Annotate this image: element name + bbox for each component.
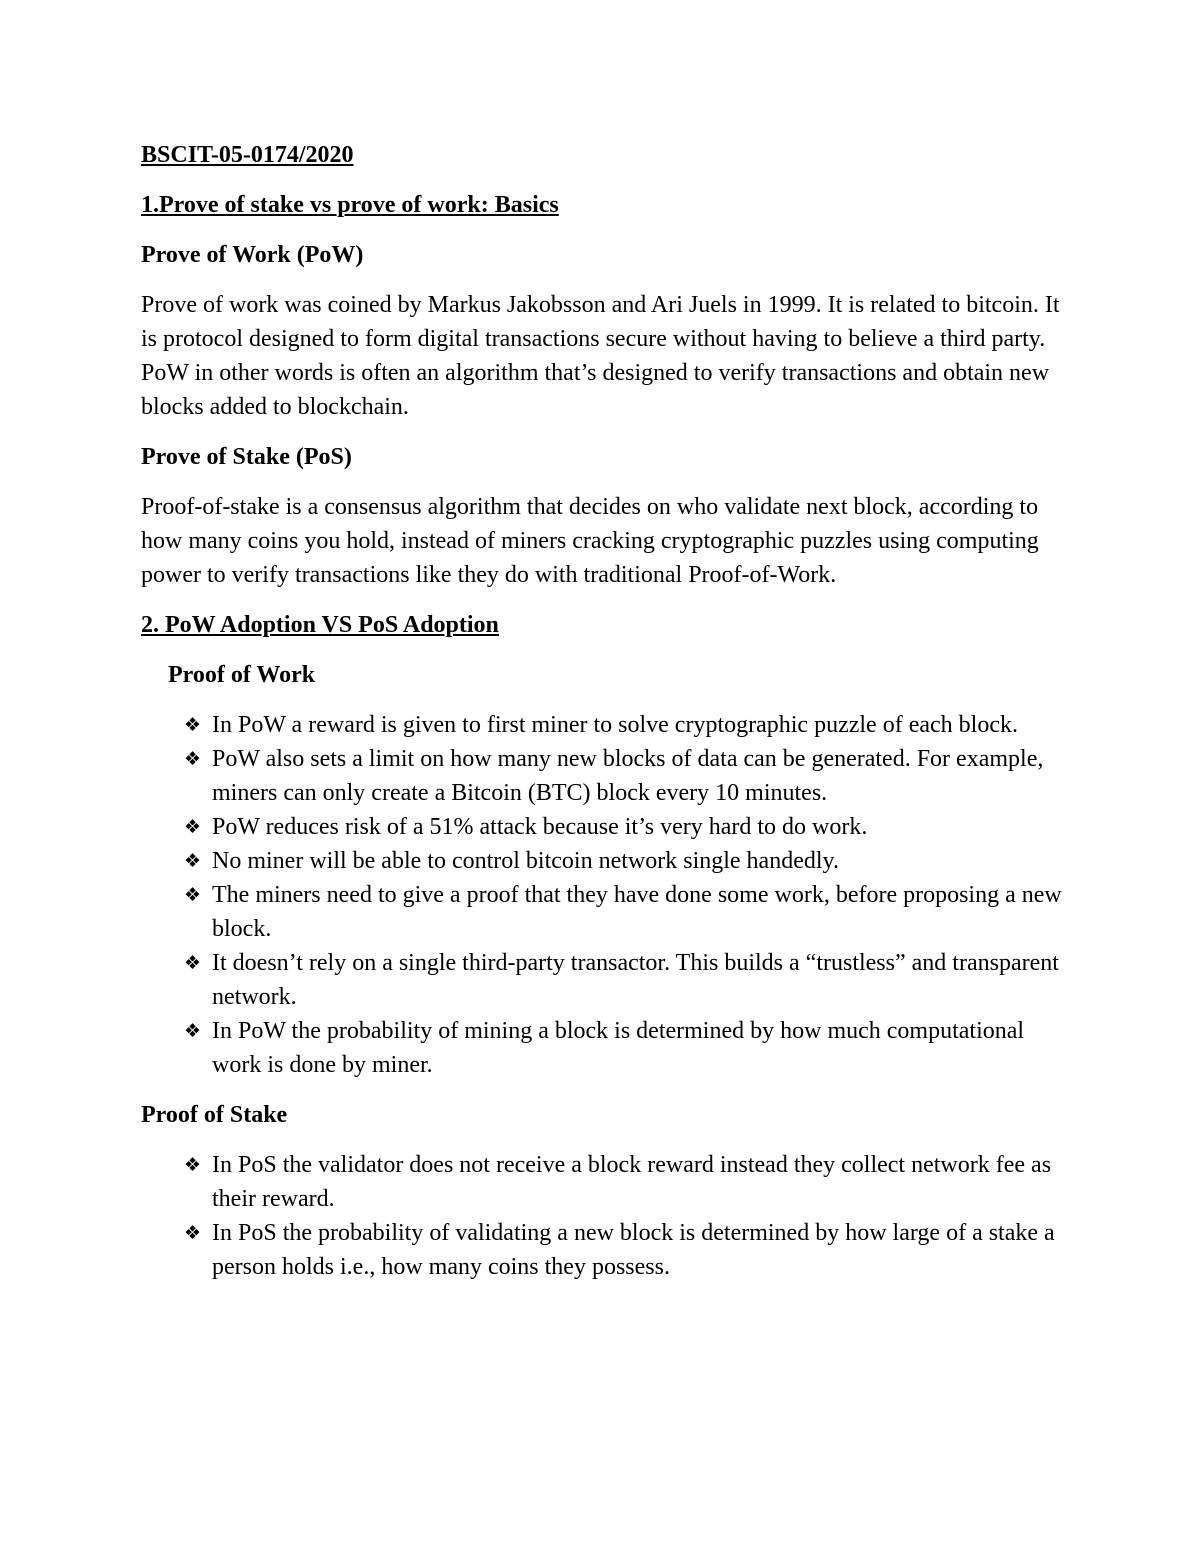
diamond-quad-bullet-icon: ❖ <box>184 1222 202 1244</box>
list-item <box>184 844 1066 878</box>
list-item <box>184 1014 1066 1082</box>
pos-paragraph: Proof-of-stake is a consensus algorithm that decides on who validate next block, according to how many coins you hold, instead of miners cracking cryptographic puzzles using computing power to verify transactions like they do with traditional Proof-of-Work. <box>141 494 1039 588</box>
list-item-text: In PoW a reward is given to first miner to solve cryptographic puzzle of each block. <box>212 712 1018 738</box>
list-item-text: It doesn’t rely on a single third-party transactor. This builds a “trustless” and transparent network. <box>212 950 1059 1010</box>
list-item <box>184 1216 1066 1284</box>
list-item-text: PoW reduces risk of a 51% attack because it’s very hard to do work. <box>212 814 868 840</box>
list-item <box>184 742 1066 810</box>
student-id: BSCIT-05-0174/2020 <box>141 142 354 168</box>
list-item <box>184 810 1066 844</box>
document-page <box>141 138 1066 1300</box>
pow-heading: Prove of Work (PoW) <box>141 242 364 268</box>
list-item <box>184 946 1066 1014</box>
list-item <box>184 878 1066 946</box>
pow-paragraph: Prove of work was coined by Markus Jakobsson and Ari Juels in 1999. It is related to bitcoin. It is protocol designed to form digital transactions secure without having to believe a third party. PoW in other words is often an algorithm that’s designed to verify transactions and obtain new blocks added to blockchain. <box>141 292 1060 420</box>
list-item-text: In PoW the probability of mining a block is determined by how much computational work is done by miner. <box>212 1018 1025 1078</box>
diamond-quad-bullet-icon: ❖ <box>184 714 202 736</box>
diamond-quad-bullet-icon: ❖ <box>184 952 202 974</box>
pos-heading: Prove of Stake (PoS) <box>141 444 352 470</box>
pos-sub-heading: Proof of Stake <box>141 1102 288 1128</box>
list-item-text: The miners need to give a proof that they have done some work, before proposing a new block. <box>212 882 1062 942</box>
section-1-heading: 1.Prove of stake vs prove of work: Basics <box>141 192 559 218</box>
diamond-quad-bullet-icon: ❖ <box>184 748 202 770</box>
list-item <box>184 1148 1066 1216</box>
pow-sub-heading: Proof of Work <box>168 662 316 688</box>
list-item-text: PoW also sets a limit on how many new blocks of data can be generated. For example, miners can only create a Bitcoin (BTC) block every 10 minutes. <box>212 746 1044 806</box>
diamond-quad-bullet-icon: ❖ <box>184 850 202 872</box>
list-item-text: In PoS the probability of validating a new block is determined by how large of a stake a person holds i.e., how many coins they possess. <box>212 1220 1055 1280</box>
list-item-text: In PoS the validator does not receive a block reward instead they collect network fee as their reward. <box>212 1152 1052 1212</box>
list-item <box>184 708 1066 742</box>
diamond-quad-bullet-icon: ❖ <box>184 1020 202 1042</box>
diamond-quad-bullet-icon: ❖ <box>184 884 202 906</box>
list-item-text: No miner will be able to control bitcoin network single handedly. <box>212 848 839 874</box>
diamond-quad-bullet-icon: ❖ <box>184 816 202 838</box>
pow-bullet-list <box>141 708 1066 1082</box>
section-2-heading: 2. PoW Adoption VS PoS Adoption <box>141 612 499 638</box>
pos-bullet-list <box>141 1148 1066 1284</box>
diamond-quad-bullet-icon: ❖ <box>184 1154 202 1176</box>
